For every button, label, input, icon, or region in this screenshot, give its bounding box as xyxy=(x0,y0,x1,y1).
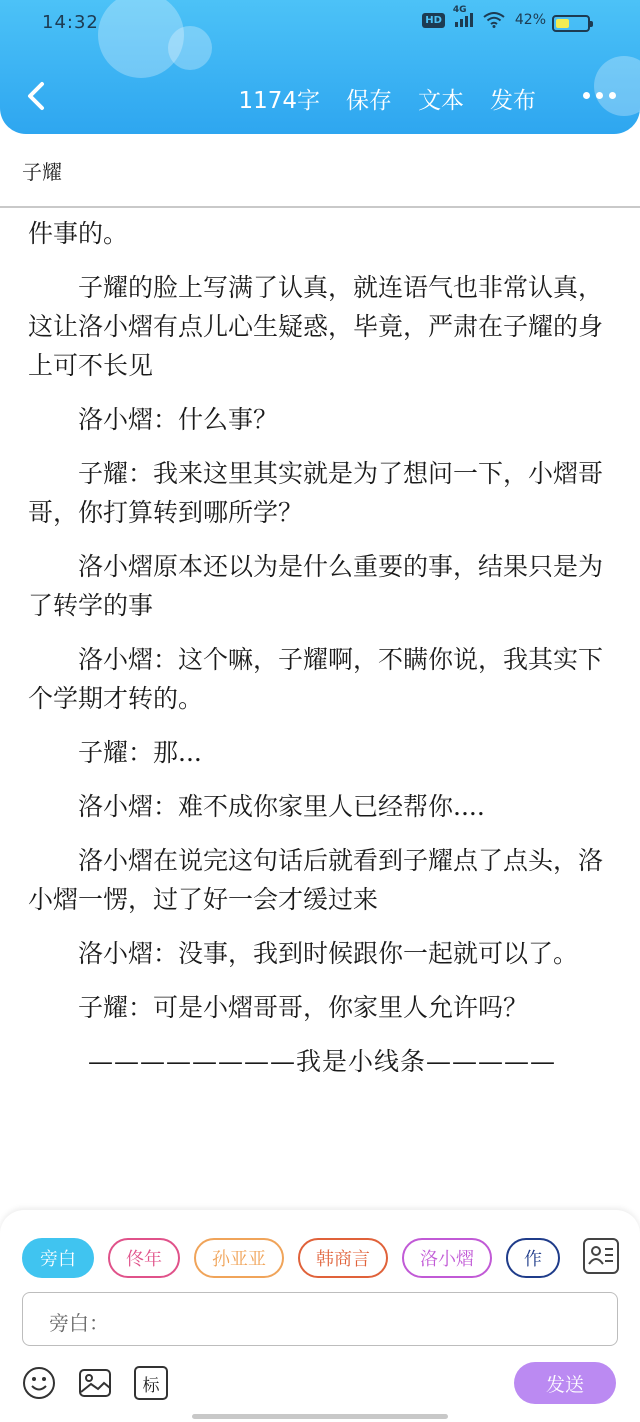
emoji-icon[interactable] xyxy=(22,1366,56,1400)
status-time: 14:32 xyxy=(42,12,99,33)
dialogue-input[interactable]: 旁白： xyxy=(22,1292,618,1346)
paragraph: 子耀的脸上写满了认真，就连语气也非常认真，这让洛小熠有点儿心生疑惑，毕竟，严肃在子耀的身上可不长见 xyxy=(28,273,604,380)
paragraph: 洛小熠：这个嘛，子耀啊，不瞒你说，我其实下个学期才转的。 xyxy=(28,645,604,713)
role-chip-tongnian[interactable]: 佟年 xyxy=(108,1238,180,1278)
paragraph: 子耀：我来这里其实就是为了想问一下，小熠哥哥，你打算转到哪所学？ xyxy=(28,459,604,527)
signal-icon xyxy=(452,5,473,27)
paragraph: 洛小熠：什么事？ xyxy=(78,405,279,434)
role-chip-zuo[interactable]: 作 xyxy=(506,1238,560,1278)
role-chip-sunyaya[interactable]: 孙亚亚 xyxy=(194,1238,284,1278)
role-chip-luoxiaoyi[interactable]: 洛小熠 xyxy=(402,1238,492,1278)
role-manage-icon[interactable] xyxy=(583,1238,619,1274)
back-arrow-icon[interactable] xyxy=(18,76,58,116)
paragraph: 洛小熠：难不成你家里人已经帮你.... xyxy=(78,792,485,821)
role-chip-hanshangyan[interactable]: 韩商言 xyxy=(298,1238,388,1278)
dialogue-composer xyxy=(0,1210,640,1422)
publish-button[interactable]: 发布 xyxy=(490,88,536,114)
paragraph: 子耀：可是小熠哥哥，你家里人允许吗？ xyxy=(78,993,529,1022)
hd-icon: HD xyxy=(422,13,445,28)
home-indicator[interactable] xyxy=(192,1414,448,1419)
editor-toolbar xyxy=(0,70,640,126)
battery-fill xyxy=(556,19,569,28)
text-button[interactable]: 文本 xyxy=(418,88,464,114)
paragraph: 洛小熠原本还以为是什么重要的事，结果只是为了转学的事 xyxy=(28,552,604,620)
wifi-icon xyxy=(483,12,505,28)
save-button[interactable]: 保存 xyxy=(346,88,392,114)
paragraph: 件事的。 xyxy=(28,219,129,248)
battery-percent: 42% xyxy=(514,12,546,28)
title-divider xyxy=(0,206,640,208)
role-chip-pangbai[interactable]: 旁白 xyxy=(22,1238,94,1278)
status-bar xyxy=(0,0,640,48)
composer-tools xyxy=(22,1366,168,1400)
more-options-icon[interactable] xyxy=(583,92,616,99)
story-content[interactable] xyxy=(28,214,608,1194)
paragraph: 子耀：那... xyxy=(78,738,202,767)
role-chip-list xyxy=(22,1238,568,1280)
word-count: 1174字 xyxy=(238,88,320,114)
separator-line: ————————我是小线条————— xyxy=(88,1047,557,1076)
send-button[interactable]: 发送 xyxy=(514,1362,616,1404)
battery-icon xyxy=(552,15,590,32)
network-type: 4G xyxy=(452,5,467,15)
tag-button[interactable]: 标 xyxy=(134,1366,168,1400)
top-app-bar xyxy=(0,0,640,134)
paragraph: 洛小熠：没事，我到时候跟你一起就可以了。 xyxy=(78,939,579,968)
paragraph: 洛小熠在说完这句话后就看到子耀点了点头，洛小熠一愣，过了好一会才缓过来 xyxy=(28,846,604,914)
image-icon[interactable] xyxy=(78,1366,112,1400)
chapter-title[interactable]: 子耀 xyxy=(22,160,62,184)
